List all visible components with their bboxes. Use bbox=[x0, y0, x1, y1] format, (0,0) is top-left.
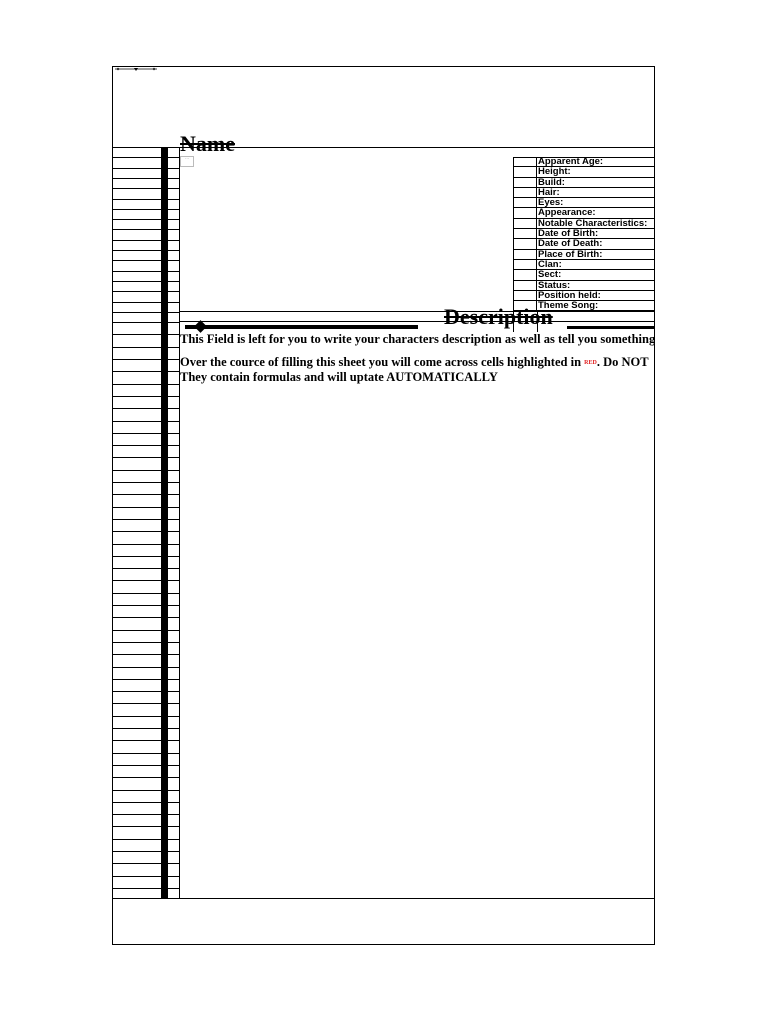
left-grid-line bbox=[112, 494, 179, 495]
left-grid-line bbox=[112, 302, 179, 303]
attribute-label: Build: bbox=[538, 176, 565, 188]
description-top-rule bbox=[180, 311, 655, 312]
left-grid-line bbox=[112, 188, 179, 189]
left-grid-line bbox=[112, 777, 179, 778]
left-grid-line bbox=[112, 157, 179, 158]
attribute-label: Theme Song: bbox=[538, 300, 599, 312]
left-grid-line bbox=[112, 593, 179, 594]
attribute-row[interactable] bbox=[513, 178, 655, 188]
name-cell-marker: ··· bbox=[180, 156, 194, 167]
left-grid-line bbox=[112, 790, 179, 791]
attribute-value-cell[interactable] bbox=[513, 198, 537, 207]
description-mid-rule bbox=[180, 321, 655, 322]
left-grid-line bbox=[112, 716, 179, 717]
left-grid-line bbox=[112, 507, 179, 508]
attribute-label: Date of Birth: bbox=[538, 228, 599, 240]
attribute-label: Place of Birth: bbox=[538, 248, 603, 260]
left-grid-line bbox=[112, 421, 179, 422]
left-grid-line bbox=[112, 250, 179, 251]
attribute-value-cell[interactable] bbox=[513, 167, 537, 176]
left-grid-line bbox=[112, 679, 179, 680]
left-grid-line bbox=[112, 802, 179, 803]
left-grid-line bbox=[112, 359, 179, 360]
description-line-2 bbox=[180, 355, 655, 370]
left-grid-line bbox=[112, 630, 179, 631]
left-grid-line bbox=[112, 291, 179, 292]
attribute-label: Notable Characteristics: bbox=[538, 217, 648, 229]
left-grid-line bbox=[112, 271, 179, 272]
left-grid-line bbox=[112, 229, 179, 230]
left-grid-line bbox=[112, 178, 179, 179]
attribute-value-cell[interactable] bbox=[513, 219, 537, 228]
attribute-value-cell[interactable] bbox=[513, 178, 537, 187]
left-grid-line bbox=[112, 654, 179, 655]
description-ornament-band-left bbox=[185, 325, 418, 329]
left-grid-line bbox=[112, 519, 179, 520]
left-grid-line bbox=[112, 347, 179, 348]
attribute-row[interactable] bbox=[513, 157, 655, 167]
left-grid-line bbox=[112, 814, 179, 815]
left-grid-line bbox=[112, 703, 179, 704]
left-grid-line bbox=[112, 408, 179, 409]
left-grid-line bbox=[112, 240, 179, 241]
attribute-value-cell[interactable] bbox=[513, 188, 537, 197]
left-grid-line bbox=[112, 728, 179, 729]
left-grid-line bbox=[112, 147, 179, 148]
attribute-label: Apparent Age: bbox=[538, 156, 604, 167]
attribute-label: Status: bbox=[538, 279, 571, 291]
attribute-value-cell[interactable] bbox=[513, 291, 537, 300]
attribute-value-cell[interactable] bbox=[513, 229, 537, 238]
attribute-label: Clan: bbox=[538, 258, 562, 270]
left-grid-line bbox=[112, 876, 179, 877]
left-grid-line bbox=[112, 888, 179, 889]
attribute-row[interactable] bbox=[513, 167, 655, 177]
left-grid-line bbox=[112, 482, 179, 483]
left-grid-line bbox=[112, 396, 179, 397]
left-grid-line bbox=[112, 863, 179, 864]
left-grid-line bbox=[112, 556, 179, 557]
name-underline bbox=[168, 147, 655, 148]
description-line-1: This Field is left for you to write your characters description as well as tell you something bbox=[180, 332, 655, 346]
attribute-label: Eyes: bbox=[538, 197, 564, 209]
left-grid-line bbox=[112, 470, 179, 471]
left-grid-line bbox=[112, 281, 179, 282]
left-grid-line bbox=[112, 851, 179, 852]
left-grid-line bbox=[112, 322, 179, 323]
attribute-value-cell[interactable] bbox=[513, 208, 537, 217]
attribute-value-cell[interactable] bbox=[513, 260, 537, 269]
left-grid-line bbox=[112, 544, 179, 545]
left-grid-line bbox=[112, 199, 179, 200]
attribute-value-cell[interactable] bbox=[513, 250, 537, 259]
attribute-value-cell[interactable] bbox=[513, 270, 537, 279]
left-grid-line bbox=[112, 667, 179, 668]
ornament-logo bbox=[114, 67, 158, 72]
left-grid-line bbox=[112, 826, 179, 827]
description-line-2-start: Over the cource of filling this sheet you will come across cells highlighted in bbox=[180, 355, 585, 369]
left-grid-line bbox=[112, 433, 179, 434]
description-ornament-band-right bbox=[567, 326, 655, 329]
left-grid-divider bbox=[179, 147, 180, 899]
left-grid-line bbox=[112, 765, 179, 766]
attribute-label: Date of Death: bbox=[538, 238, 603, 250]
left-row-grid bbox=[112, 147, 179, 899]
footer-rule bbox=[112, 898, 655, 899]
name-heading: Name bbox=[180, 131, 235, 156]
left-grid-line bbox=[112, 617, 179, 618]
attribute-label: Sect: bbox=[538, 269, 562, 281]
left-grid-line bbox=[112, 312, 179, 313]
attribute-row[interactable] bbox=[513, 270, 655, 280]
left-grid-line bbox=[112, 260, 179, 261]
attribute-label: Hair: bbox=[538, 186, 560, 198]
description-heading: Description bbox=[444, 304, 553, 329]
attribute-label: Appearance: bbox=[538, 207, 596, 219]
attribute-value-cell[interactable] bbox=[513, 239, 537, 248]
attribute-value-cell[interactable] bbox=[513, 281, 537, 290]
left-grid-line bbox=[112, 168, 179, 169]
left-grid-line bbox=[112, 753, 179, 754]
attribute-row[interactable] bbox=[513, 250, 655, 260]
description-text[interactable] bbox=[180, 332, 655, 384]
left-grid-line bbox=[112, 445, 179, 446]
attribute-row[interactable] bbox=[513, 260, 655, 270]
description-line-2-end: . Do NOT bbox=[596, 355, 649, 369]
attribute-label: Position held: bbox=[538, 289, 601, 301]
attribute-label: Height: bbox=[538, 166, 571, 178]
left-grid-line bbox=[112, 219, 179, 220]
left-grid-line bbox=[112, 209, 179, 210]
attributes-table bbox=[513, 157, 655, 311]
left-grid-line bbox=[112, 334, 179, 335]
left-grid-line bbox=[112, 691, 179, 692]
description-line-3: They contain formulas and will uptate AUTOMATICALLY bbox=[180, 370, 498, 385]
attribute-value-cell[interactable] bbox=[513, 157, 537, 166]
left-grid-line bbox=[112, 605, 179, 606]
left-grid-line bbox=[112, 371, 179, 372]
attribute-row[interactable] bbox=[513, 188, 655, 198]
left-grid-line bbox=[112, 384, 179, 385]
left-grid-line bbox=[112, 839, 179, 840]
left-grid-line bbox=[112, 531, 179, 532]
left-grid-line bbox=[112, 580, 179, 581]
left-grid-line bbox=[112, 740, 179, 741]
left-grid-line bbox=[112, 642, 179, 643]
left-grid-line bbox=[112, 568, 179, 569]
left-grid-line bbox=[112, 457, 179, 458]
red-highlight-word: RED bbox=[584, 360, 597, 367]
